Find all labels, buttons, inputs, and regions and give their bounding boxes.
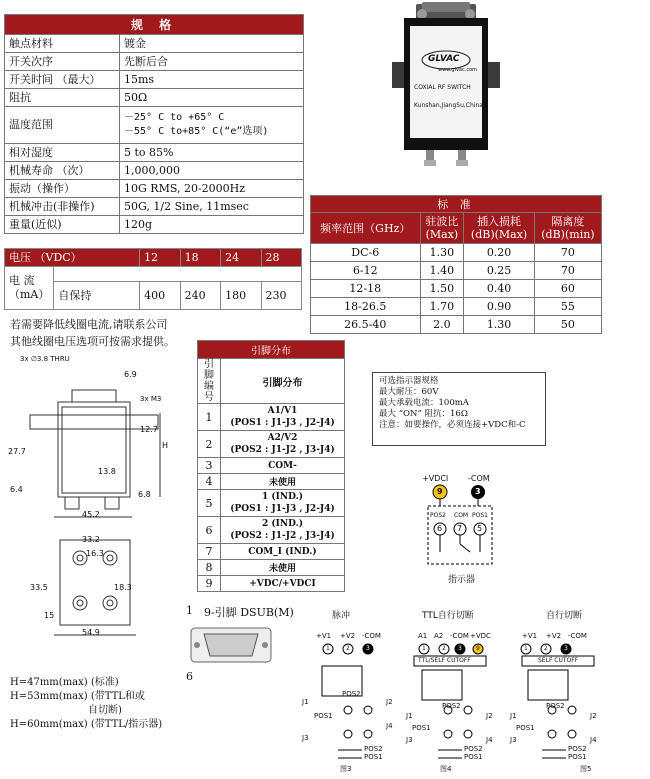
- dimension-drawing: [0, 355, 195, 655]
- ttl-title: TTL自行切断: [422, 611, 474, 621]
- pin-marker: 1: [422, 645, 426, 652]
- label-vdc: +VDC: [470, 632, 491, 640]
- table-row: [5, 53, 304, 71]
- latch-label: 自保持: [54, 282, 140, 310]
- note-line: 若需要降低线圈电流,请联系公司: [10, 318, 168, 331]
- switch-diagrams: [302, 604, 650, 779]
- table-row: 7 COM_I (IND.): [198, 544, 345, 560]
- table-row: 8 未使用: [198, 560, 345, 576]
- table-row: [5, 216, 304, 234]
- table-row: 26.5-40 2.0 1.30 50: [311, 316, 602, 334]
- current-value: 400: [140, 282, 180, 310]
- pos-label: POS2: [464, 745, 483, 753]
- dim-label: 6.9: [124, 370, 137, 379]
- node-5: 5: [477, 524, 483, 533]
- spec-key: 阻抗: [5, 89, 120, 107]
- table-row: [5, 35, 304, 53]
- dim-label: 6.4: [10, 485, 23, 494]
- spec-table: [4, 14, 304, 234]
- pos-label: POS2: [546, 702, 565, 710]
- label-com: -COM: [450, 632, 469, 640]
- dsub-label: 9-引脚 DSUB(M): [204, 606, 294, 619]
- pos-label: POS1: [412, 724, 431, 732]
- node-7: 7: [457, 524, 463, 533]
- voltage-value: 24: [221, 249, 261, 267]
- pos-label: POS1: [314, 712, 333, 720]
- fig-caption: 图3: [340, 765, 352, 773]
- spec-value: [120, 107, 304, 144]
- spec-key: 开关时间 （最大）: [5, 71, 120, 89]
- table-row: [5, 198, 304, 216]
- spec-value: 镀金: [120, 35, 304, 53]
- com-label: -COM: [468, 474, 490, 483]
- table-row: 18-26.5 1.70 0.90 55: [311, 298, 602, 316]
- pin-marker: 2: [346, 645, 350, 652]
- spec-title: 规 格: [5, 15, 304, 35]
- dim-label: 6.8: [138, 490, 151, 499]
- spec-key: 开关次序: [5, 53, 120, 71]
- pos-label: POS1: [516, 724, 535, 732]
- product-photo: [388, 2, 504, 170]
- table-row: 3 COM-: [198, 458, 345, 474]
- spec-value: 1,000,000: [120, 162, 304, 180]
- notes: [10, 316, 175, 350]
- dsub-icon: [190, 622, 272, 668]
- self-title: 自行切断: [546, 611, 583, 621]
- table-row: [5, 144, 304, 162]
- pos-label: POS2: [342, 690, 361, 698]
- outline-drawing: [0, 355, 195, 655]
- table-row: [5, 107, 304, 144]
- voltage-value: 18: [180, 249, 220, 267]
- current-value: 180: [221, 282, 261, 310]
- pos1-label: POS1: [472, 512, 488, 519]
- dim-label: 13.8: [98, 467, 116, 476]
- port-label: J4: [486, 736, 493, 744]
- pin-table: [197, 340, 345, 592]
- port-label: J2: [590, 712, 597, 720]
- label-com: -COM: [362, 632, 381, 640]
- table-row: 12-18 1.50 0.40 60: [311, 280, 602, 298]
- dim-label: 27.7: [8, 447, 26, 456]
- standard-table: [310, 195, 602, 334]
- temp-range-2: －55° C to+85° C(“e”选项): [124, 126, 269, 137]
- port-label: J3: [510, 736, 517, 744]
- dim-label: 3x M3: [140, 395, 162, 403]
- pin-marker: 3: [564, 645, 568, 652]
- brand-url: www.glvac.com: [438, 67, 478, 73]
- dsub-pin-6: 6: [186, 670, 193, 683]
- dim-label: 15: [44, 611, 55, 620]
- spec-value: 10G RMS, 20-2000Hz: [120, 180, 304, 198]
- port-label: J3: [406, 736, 413, 744]
- dim-label: 45.2: [82, 510, 100, 519]
- pin-9-marker: 9: [437, 487, 443, 496]
- dsub-connector: [186, 604, 301, 684]
- pin-marker: 9: [476, 645, 480, 652]
- port-label: J2: [486, 712, 493, 720]
- fig-caption: 图4: [440, 765, 452, 773]
- spec-value: 120g: [120, 216, 304, 234]
- indicator-line: 最大 “ON” 阻抗：16Ω: [379, 409, 468, 419]
- pos2-label: POS2: [430, 512, 446, 519]
- port-label: J2: [386, 698, 393, 706]
- port-label: J1: [302, 698, 309, 706]
- indicator-title: 可选指示器规格: [379, 376, 439, 386]
- table-row: 4 未使用: [198, 474, 345, 490]
- node-6: 6: [437, 524, 443, 533]
- spec-key: 机械冲击(非操作): [5, 198, 120, 216]
- label-a1: A1: [418, 632, 428, 640]
- table-row: [5, 180, 304, 198]
- standard-title: 标 准: [311, 196, 602, 213]
- current-label: 电 流 （mA）: [5, 267, 54, 310]
- indicator-line: 注意：如要操作，必须连接+VDC和-C: [379, 420, 526, 430]
- spec-key: 重量(近似): [5, 216, 120, 234]
- pin-col-number: 引 脚 编号: [198, 359, 221, 404]
- height-line: 自切断): [88, 705, 122, 716]
- table-row: DC-6 1.30 0.20 70: [311, 244, 602, 262]
- pin-marker: 1: [326, 645, 330, 652]
- table-row: [5, 71, 304, 89]
- spec-value: 先断后合: [120, 53, 304, 71]
- current-value: 230: [261, 282, 301, 310]
- dim-label: 12.7: [140, 425, 158, 434]
- dim-label: 18.3: [114, 583, 132, 592]
- dim-label: 3x ∅3.8 THRU: [20, 355, 70, 363]
- port-label: J4: [590, 736, 597, 744]
- pin-3-marker: 3: [475, 487, 481, 496]
- dim-label: H: [162, 441, 169, 450]
- indicator-line: 最大耐压：60V: [379, 387, 439, 397]
- spec-key: 振动（操作）: [5, 180, 120, 198]
- pulse-title: 脉冲: [332, 611, 351, 621]
- pos-label: POS2: [568, 745, 587, 753]
- port-label: J4: [386, 722, 393, 730]
- pin-marker: 3: [366, 645, 370, 652]
- port-label: J1: [510, 712, 517, 720]
- vdci-label: +VDCI: [422, 474, 449, 483]
- port-label: J3: [302, 734, 309, 742]
- header-freq: 频率范围（GHz）: [311, 213, 421, 244]
- spec-key: 触点材料: [5, 35, 120, 53]
- ttl-box-label: TTL/SELF CUTOFF: [418, 657, 471, 664]
- label-v1: +V1: [522, 632, 538, 640]
- header-vswr: 驻波比 (Max): [420, 213, 464, 244]
- table-row: 1 A1/V1 (POS1 : J1-J3 , J2-J4): [198, 404, 345, 431]
- fig-caption: 图5: [580, 765, 592, 773]
- dim-label: 33.5: [30, 583, 48, 592]
- height-line: H=53mm(max) (带TTL和或: [10, 691, 145, 702]
- spec-key: 机械寿命 （次）: [5, 162, 120, 180]
- pin-marker: 3: [458, 645, 462, 652]
- table-row: 5 1 (IND.) (POS1 : J1-J3 , J2-J4): [198, 490, 345, 517]
- temp-range-1: －25° C to +65° C: [124, 112, 225, 123]
- height-line: H=47mm(max) (标准): [10, 677, 119, 688]
- pin-col-desc: 引脚分布: [221, 359, 345, 404]
- port-label: J1: [406, 712, 413, 720]
- spec-value: 50Ω: [120, 89, 304, 107]
- indicator-spec-box: [372, 372, 546, 446]
- height-line: H=60mm(max) (带TTL/指示器): [10, 719, 163, 730]
- pos-label: POS2: [442, 702, 461, 710]
- indicator-caption: 指示器: [448, 575, 476, 585]
- voltage-value: 12: [140, 249, 180, 267]
- dim-label: 33.2: [82, 535, 100, 544]
- height-notes: [10, 676, 162, 732]
- spec-value: 15ms: [120, 71, 304, 89]
- pin-marker: 2: [544, 645, 548, 652]
- voltage-value: 28: [261, 249, 301, 267]
- product-location: Kunshan,JiangSu,China: [414, 102, 483, 109]
- label-v2: +V2: [546, 632, 562, 640]
- pin-marker: 1: [524, 645, 528, 652]
- table-row: 2 A2/V2 (POS2 : J1-J2 , J3-J4): [198, 431, 345, 458]
- pos-label: POS1: [364, 753, 383, 761]
- product-name: COXIAL RF SWITCH: [414, 84, 471, 91]
- brand-logo: GLVAC: [428, 54, 460, 64]
- indicator-diagram: [420, 474, 500, 584]
- pos-label: POS1: [464, 753, 483, 761]
- voltage-table: [4, 248, 302, 310]
- table-row: 9 +VDC/+VDCI: [198, 576, 345, 592]
- indicator-line: 最大承载电流：100mA: [379, 398, 469, 408]
- pin-title: 引脚分布: [198, 341, 345, 359]
- pos-label: POS2: [364, 745, 383, 753]
- current-value: 240: [180, 282, 220, 310]
- label-com: -COM: [568, 632, 587, 640]
- self-box-label: SELF CUTOFF: [538, 657, 579, 664]
- table-row: 6-12 1.40 0.25 70: [311, 262, 602, 280]
- note-line: 其他线圈电压选项可按需求提供。: [10, 335, 175, 348]
- label-a2: A2: [434, 632, 444, 640]
- table-row: [5, 89, 304, 107]
- table-row: [5, 162, 304, 180]
- dim-label: 16.3: [86, 549, 104, 558]
- com-node-label: COM: [454, 512, 469, 519]
- dsub-pin-1: 1: [186, 604, 193, 617]
- spec-key: 相对湿度: [5, 144, 120, 162]
- spec-value: 50G, 1/2 Sine, 11msec: [120, 198, 304, 216]
- voltage-header: 电压 （VDC）: [5, 249, 140, 267]
- label-v2: +V2: [340, 632, 356, 640]
- pin-marker: 2: [442, 645, 446, 652]
- dim-label: 54.9: [82, 628, 100, 637]
- header-isolation: 隔离度 (dB)(min): [534, 213, 601, 244]
- spec-value: 5 to 85%: [120, 144, 304, 162]
- table-row: 6 2 (IND.) (POS2 : J1-J2 , J3-J4): [198, 517, 345, 544]
- label-v1: +V1: [316, 632, 332, 640]
- header-insertion: 插入损耗 (dB)(Max): [464, 213, 535, 244]
- spec-key: 温度范围: [5, 107, 120, 144]
- pos-label: POS1: [568, 753, 587, 761]
